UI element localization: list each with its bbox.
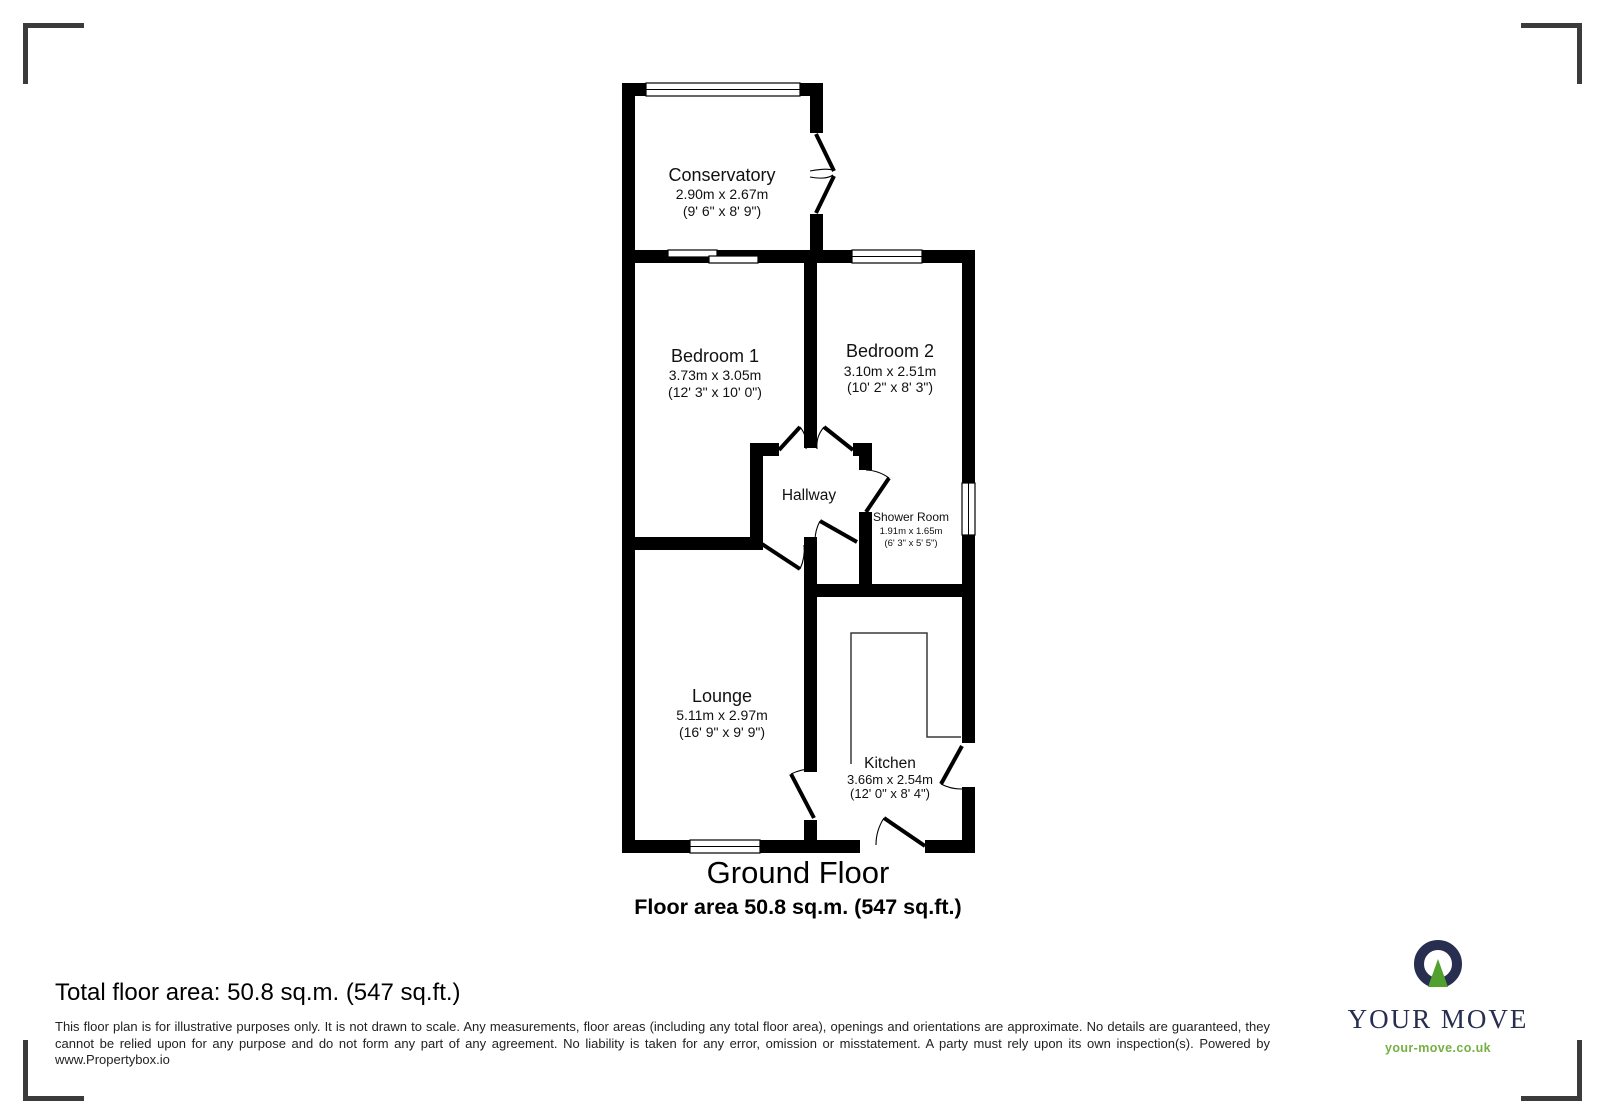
room-label-bedroom2 [844,341,937,395]
svg-text:(16' 9" x 9' 9"): (16' 9" x 9' 9") [678,724,766,740]
svg-text:(12' 3" x 10' 0"): (12' 3" x 10' 0") [668,384,762,400]
lounge-kitchen-door [791,769,814,818]
your-move-wordmark: YOUR MOVE [1347,1004,1529,1034]
svg-text:3.10m x 2.51m: 3.10m x 2.51m [843,363,937,379]
room-label-conservatory [668,165,775,219]
svg-text:2.90m x 2.67m: 2.90m x 2.67m [675,186,769,202]
svg-text:Bedroom 1: Bedroom 1 [670,346,760,366]
svg-text:(9' 6" x 8' 9"): (9' 6" x 8' 9") [682,203,762,219]
room-label-bedroom1 [668,346,762,400]
floor-title: Ground Floor [706,855,890,890]
kitchen-back-door [876,818,925,846]
total-floor-area: Total floor area: 50.8 sq.m. (547 sq.ft.) [55,979,461,1006]
lounge-window [690,840,760,853]
bedroom2-door [817,427,853,450]
disclaimer-text: This floor plan is for illustrative purposes only. It is not drawn to scale. Any measurements, floor areas (including any total floor area), openings and orientations are approximate. No details are guaranteed, they cannot be relied upon for any purpose and do not form any part of any agreement. No liability is taken for any error, omission or misstatement. A party must rely upon its own inspection(s). Powered by www.Propertybox.io [55,1019,1270,1067]
svg-text:3.66m x 2.54m: 3.66m x 2.54m [847,772,933,787]
your-move-brand [1332,933,1544,1055]
bedroom2-window [852,250,922,263]
room-label-lounge [676,686,768,740]
svg-text:(10' 2" x 8' 3"): (10' 2" x 8' 3") [846,379,934,395]
svg-text:Shower Room: Shower Room [872,510,950,524]
room-label-shower-room [873,510,949,549]
your-move-url: your-move.co.uk [1384,1041,1492,1055]
kitchen-counter [851,633,961,764]
svg-text:3.73m x 3.05m: 3.73m x 3.05m [668,367,762,383]
your-move-logo-icon [1402,933,1474,997]
svg-text:1.91m x 1.65m: 1.91m x 1.65m [879,526,943,537]
svg-text:Conservatory: Conservatory [668,165,776,185]
svg-text:Lounge: Lounge [691,686,753,706]
floor-area-caption: Floor area 50.8 sq.m. (547 sq.ft.) [634,895,962,919]
shower-room-window [962,483,975,535]
bedroom1-door [779,427,806,450]
cupboard-door [815,521,857,542]
svg-text:(6' 3" x 5' 5"): (6' 3" x 5' 5") [884,538,938,549]
svg-text:(12' 0" x 8' 4"): (12' 0" x 8' 4") [850,786,930,801]
kitchen-side-door [941,746,962,789]
room-label-kitchen [847,755,933,801]
svg-text:Hallway: Hallway [781,487,837,504]
conservatory-french-doors [810,134,834,213]
svg-text:5.11m x 2.97m: 5.11m x 2.97m [676,707,768,723]
room-label-hallway [782,487,837,504]
shower-room-door [866,470,889,512]
lounge-door [762,544,804,569]
svg-text:Bedroom 2: Bedroom 2 [845,341,935,361]
svg-text:Kitchen: Kitchen [864,755,916,772]
conservatory-window [646,83,800,96]
